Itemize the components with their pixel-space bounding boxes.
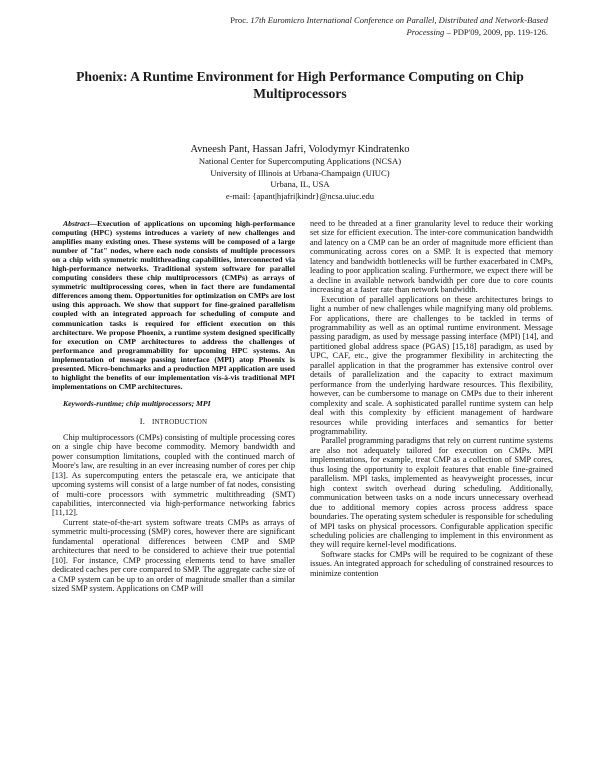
paragraph: Current state-of-the-art system software treats CMPs as arrays of symmetric multi-processing (SMP) cores, however there are significant fundamental operational differences between CMP and SMP architectures that need to be considered to achieve their true potential [10]. For instance, CMP processing elements tend to have smaller dedicated caches per core compared to SMP. The aggregate cache size of a CMP system can be up to an order of magnitude smaller than a similar sized SMP system. Applications on CMP will <box>52 517 295 594</box>
proc-suffix: – PDP'09, 2009, pp. 119-126. <box>446 27 548 37</box>
abstract-text: —Execution of applications on upcoming high-performance computing (HPC) systems introduces a variety of new challenges and amplifies many existing ones. These systems will be composed of a large number of "fat" nodes, where each node consists of multiple processors on a chip with symmetric multithreading capabilities, interconnected via high-performance networks. Traditional system software for parallel computing considers these chip multiprocessors (CMPs) as arrays of symmetric multiprocessing cores, when in fact there are fundamental differences among them. Opportunities for optimization on CMPs are lost using this approach. We show that support for fine-grained parallelism coupled with an integrated approach for scheduling of compute and communication tasks is required for efficient execution on this architecture. We propose Phoenix, a runtime system designed specifically for execution on CMP architectures to address the challenges of performance and programmability for upcoming HPC systems. An implementation of message passing interface (MPI) atop Phoenix is presented. Micro-benchmarks and a production MPI application are used to highlight the benefits of our implementation vis-à-vis traditional MPI implementations on CMP architectures. <box>52 219 295 391</box>
affiliation-line-1: National Center for Supercomputing Applications (NCSA) <box>198 156 402 166</box>
paragraph: need to be threaded at a finer granularity level to reduce their working set size for efficient execution. The inter-core communication bandwidth and latency on a CMP can be an order of magnitude more efficient than communicating across cores on a SMP. It is expected that memory latency and bandwidth bottlenecks will be further exacerbated in CMPs, leading to poor application scaling. Furthermore, we expect there will be a decline in available network bandwidth per core due to core counts increasing at a faster rate than network bandwidth. <box>310 219 553 295</box>
affiliation-block <box>50 156 550 202</box>
author-list: Avneesh Pant, Hassan Jafri, Volodymyr Kindratenko <box>190 144 410 155</box>
paragraph: Parallel programming paradigms that rely on current runtime systems are also not adequately tailored for execution on CMPs. MPI implementations, for example, treat CMP as a collection of SMP cores, thus losing the opportunity to exploit features that enable fine-grained parallelism. MPI tasks, implemented as heavyweight processes, incur high context switch overhead during scheduling. Additionally, communication between tasks on a node incurs unnecessary overhead due to additional memory copies across process address space boundaries. The operating system scheduler is responsible for scheduling of MPI tasks on physical processors. Configurable application specific scheduling policies are challenging to implement in this environment as they will require kernel-level modifications. <box>310 436 553 550</box>
section-number: I. <box>139 417 146 427</box>
paragraph: Chip multiprocessors (CMPs) consisting of multiple processing cores on a single chip have become commodity. Memory bandwidth and power consumption limitations, coupled with the continued march of Moore's law, are resulting in an ever increasing number of cores per chip [13]. As supercomputing enters the petascale era, we anticipate that upcoming systems will consist of a large number of fat nodes, consisting of multi-core processors with symmetric multithreading (SMT) capabilities, interconnected via high-performance networking fabrics [11,12]. <box>52 432 295 518</box>
proc-prefix: Proc. <box>230 15 249 25</box>
right-column <box>310 219 553 578</box>
proc-venue: 17th Euromicro International Conference on Parallel, Distributed and Network-Based Processing <box>250 15 548 37</box>
left-column <box>52 219 295 594</box>
paragraph: Execution of parallel applications on these architectures brings to light a number of new challenges while magnifying many old problems. For applications, there are challenges to be tackled in terms of programmability as well as an optimal runtime environment. Message passing paradigm, as used by message passing interface (MPI) [14], and partitioned global address space (PGAS) [15,18] paradigm, as used by UPC, CAF, etc., give the programmer flexibility in architecting the parallel application in that the programmer has extensive control over details of parallelization and the capacity to extract maximum performance from the underlying hardware resources. This flexibility, however, can be cumbersome to manage on CMPs due to their inherent complexity and scale. A sophisticated parallel runtime system can help deal with this complexity by efficient management of hardware resources while providing interfaces and semantics for better programmability. <box>310 294 553 436</box>
affiliation-line-2: University of Illinois at Urbana-Champaign (UIUC) <box>210 167 390 178</box>
keywords: Keywords-runtime; chip multiprocessors; MPI <box>63 398 211 408</box>
affiliation-line-3: Urbana, IL, USA <box>270 179 330 190</box>
proceedings-header <box>218 14 548 38</box>
abstract <box>52 219 295 391</box>
abstract-lead: Abstract <box>63 219 90 228</box>
author-email: e-mail: {apant|hjafri|kindr}@ncsa.uiuc.edu <box>225 190 375 201</box>
section-title: INTRODUCTION <box>151 418 208 427</box>
section-heading-introduction <box>52 417 295 427</box>
paragraph: Software stacks for CMPs will be required to be cognizant of these issues. An integrated approach for scheduling of constrained resources to minimize contention <box>310 549 553 578</box>
paper-title: Phoenix: A Runtime Environment for High Performance Computing on Chip Multiprocessors <box>76 69 524 101</box>
